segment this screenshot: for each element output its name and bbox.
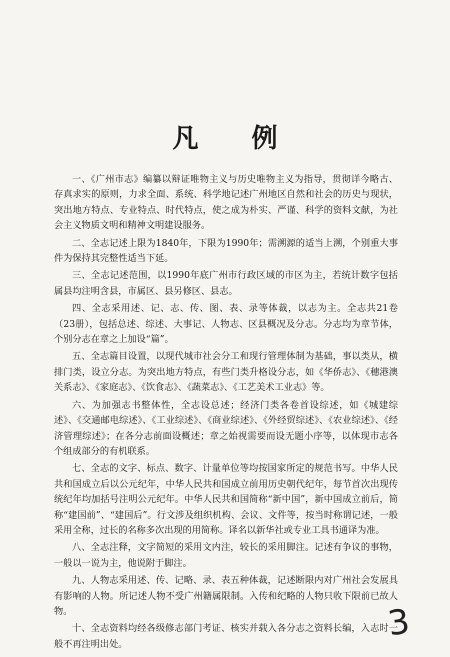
guideline-paragraph-10: 十、全志资料均经各级修志部门考证、核实并载入各分志之资料长编，入志时一般不再注明出处。 bbox=[54, 623, 398, 650]
guideline-paragraph-7: 七、全志的文字、标点、数字、计量单位等均按国家所定的规范书写。中华人民共和国成立后以公元纪年，中华人民共和国成立前用历史朝代纪年，每节首次出现传统纪年均加括号注明公元纪年。中华人民共和国简称“新中国”，新中国成立前后，简称“建国前”、“建国后”。行文涉及组织机构、会议、文件等，按当时称谓记述，一般采用全称，过长的名称多次出现的用简称。译名以新华社或专业工具书通译为准。 bbox=[54, 463, 398, 536]
guideline-paragraph-2: 二、全志记述上限为1840年，下限为1990年；需溯源的适当上溯，个别重大事件为保持其完整性适当下延。 bbox=[54, 237, 398, 265]
guideline-paragraph-4: 四、全志采用述、记、志、传、图、表、录等体裁，以志为主。全志共21卷（23册），包括总述、综述、大事记、人物志、区县概况及分志。分志均为章节体，个别分志在章之上加设“篇”。 bbox=[54, 303, 398, 346]
guideline-paragraph-8: 八、全志注释，文字简短的采用文内注，较长的采用脚注。记述有争议的事物，一般以一说为主，他说附于脚注。 bbox=[54, 542, 398, 569]
guideline-paragraph-9: 九、人物志采用述、传、记略、录、表五种体裁，记述断限内对广州社会发展具有影响的人物。所记述人物不受广州籍属限制。入传和纪略的人物只收下限前已故人物。 bbox=[54, 575, 398, 617]
guidelines-body bbox=[54, 172, 398, 654]
guideline-paragraph-3: 三、全志记述范围，以1990年底广州市行政区域的市区为主，若统计数字包括属县均注明含县，市属区、县另修区、县志。 bbox=[54, 270, 398, 297]
guideline-paragraph-6: 六、为加强志书整体性，全志设总述；经济门类各卷首设综述，如《城建综述》、《交通邮电综述》、《工业综述》、《商业综述》、《外经贸综述》、《农业综述》、《经济管理综述》；在各分志前面设概述；章之始视需要而设无题小序等，以体现市志各个组成部分的有机联系。 bbox=[54, 399, 398, 457]
guideline-paragraph-5: 五、全志篇目设置，以现代城市社会分工和现行管理体制为基础，事以类从，横排门类，设立分志。为突出地方特点，有些门类升格设分志，如《华侨志》、《穗港澳关系志》、《家庭志》、《饮食志》、《蔬菜志》、《工艺美术工业志》等。 bbox=[54, 351, 398, 394]
handwritten-page-number: 3 bbox=[385, 601, 413, 645]
guideline-paragraph-1: 一、《广州市志》编纂以辩证唯物主义与历史唯物主义为指导，贯彻详今略古、存真求实的原则，力求全面、系统、科学地记述广州地区自然和社会的历史与现状，突出地方特点、专业特点、时代特点，使之成为朴实、严谨、科学的资料文献，为社会主义物质文明和精神文明建设服务。 bbox=[54, 174, 398, 232]
page-title: 凡 例 bbox=[172, 124, 300, 154]
